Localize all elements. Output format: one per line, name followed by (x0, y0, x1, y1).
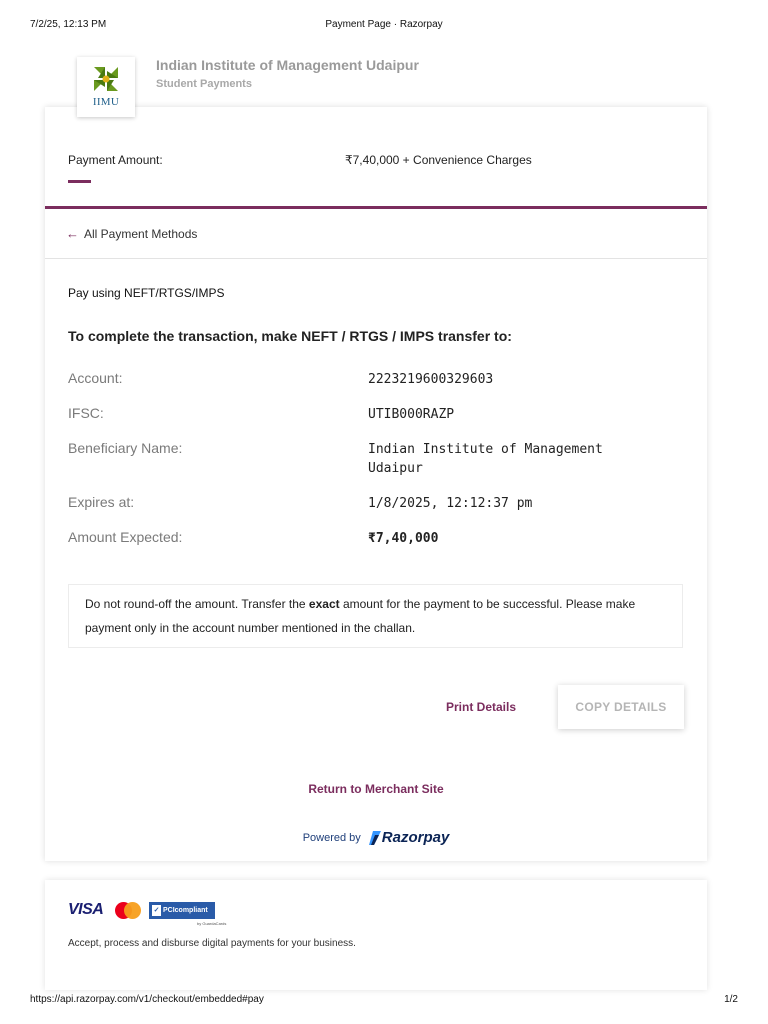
account-number: 2223219600329603 (368, 372, 494, 387)
payment-amount-value: ₹7,40,000 + Convenience Charges (345, 153, 532, 167)
detail-label: IFSC: (68, 405, 104, 421)
footer-tagline: Accept, process and disburse digital payments for your business. (68, 938, 356, 949)
back-to-payment-methods[interactable] (66, 226, 197, 241)
detail-label: Account: (68, 370, 123, 386)
detail-label: Amount Expected: (68, 529, 183, 545)
print-date: 7/2/25, 12:13 PM (30, 19, 107, 30)
razorpay-logo (369, 829, 450, 846)
note-emphasis: exact (308, 597, 340, 611)
note-text: Do not round-off the amount. Transfer the (85, 597, 309, 611)
merchant-logo (77, 57, 135, 117)
merchant-name: Indian Institute of Management Udaipur (156, 57, 419, 73)
divider (45, 258, 707, 259)
payment-card (45, 107, 707, 861)
footer-card (45, 880, 707, 990)
print-header (0, 19, 768, 33)
note-text: amount for the payment to be successful. Please make payment only in the account number mentioned in the challan. (85, 597, 636, 635)
transfer-note (68, 584, 683, 648)
pci-sublabel: by GuardaCards (197, 921, 227, 926)
header-divider (45, 206, 707, 209)
amount-underline (68, 180, 91, 183)
razorpay-brand: Razorpay (381, 829, 450, 846)
pci-logo-icon: ✓ PCIcompliant (149, 902, 215, 919)
transfer-heading: To complete the transaction, make NEFT / RTGS / IMPS transfer to: (68, 328, 512, 344)
powered-by (45, 829, 707, 846)
mastercard-logo-icon (115, 902, 141, 920)
merchant-subtitle: Student Payments (156, 78, 252, 90)
return-to-merchant-link[interactable]: Return to Merchant Site (308, 782, 444, 796)
amount-expected: ₹7,40,000 (368, 531, 439, 546)
copy-details-button[interactable]: COPY DETAILS (558, 685, 684, 729)
pci-label: PCIcompliant (163, 907, 208, 914)
razorpay-logo-icon (369, 831, 381, 845)
logo-text: IIMU (92, 96, 120, 108)
payment-method-title: Pay using NEFT/RTGS/IMPS (68, 286, 225, 300)
powered-by-label: Powered by (302, 831, 361, 844)
iimu-logo-icon (90, 63, 122, 95)
expiry-time: 1/8/2025, 12:12:37 pm (368, 496, 533, 511)
beneficiary-name: Indian Institute of Management Udaipur (368, 442, 603, 476)
detail-label: Expires at: (68, 494, 135, 510)
payment-amount-label: Payment Amount: (68, 153, 163, 167)
detail-label: Beneficiary Name: (68, 440, 183, 456)
print-url: https://api.razorpay.com/v1/checkout/embedded#pay (30, 994, 264, 1005)
visa-logo-icon: VISA (68, 901, 104, 918)
print-page-number: 1/2 (724, 994, 738, 1005)
back-label: All Payment Methods (84, 226, 198, 241)
print-details-button[interactable]: Print Details (446, 700, 517, 714)
ifsc-code: UTIB000RAZP (368, 407, 455, 422)
back-arrow-icon: ← (66, 226, 79, 241)
print-title: Payment Page · Razorpay (325, 19, 443, 30)
